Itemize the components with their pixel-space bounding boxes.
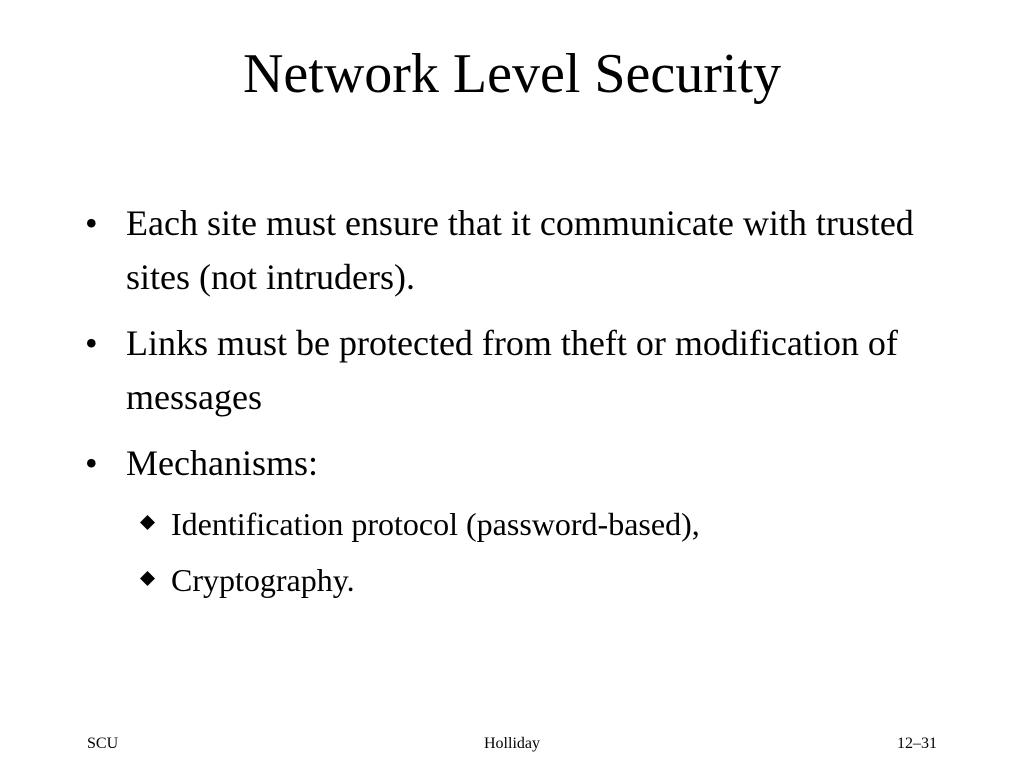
bullet-item <box>85 196 945 304</box>
bullet-text: Links must be protected from theft or modification of messages <box>126 323 898 417</box>
footer-slide-number: 12–31 <box>897 735 937 752</box>
bullet-text: Mechanisms: <box>126 443 318 483</box>
bullet-text: Each site must ensure that it communicate with trusted sites (not intruders). <box>126 203 914 297</box>
slide-title: Network Level Security <box>242 43 782 105</box>
diamond-icon <box>140 515 155 530</box>
sub-bullet-item <box>140 496 945 552</box>
bullet-dot-icon: • <box>85 443 98 483</box>
sub-bullet-text: Cryptography. <box>171 562 355 598</box>
bullet-dot-icon: • <box>85 203 98 243</box>
bullet-item <box>85 316 945 424</box>
sub-bullet-list <box>126 496 945 608</box>
sub-bullet-text: Identification protocol (password-based), <box>171 506 700 542</box>
bullet-item <box>85 436 945 608</box>
bullet-list <box>85 196 945 620</box>
footer-author: Holliday <box>484 735 540 752</box>
diamond-icon <box>140 571 155 586</box>
footer-left-label: SCU <box>87 735 119 752</box>
bullet-dot-icon: • <box>85 323 98 363</box>
sub-bullet-item <box>140 552 945 608</box>
